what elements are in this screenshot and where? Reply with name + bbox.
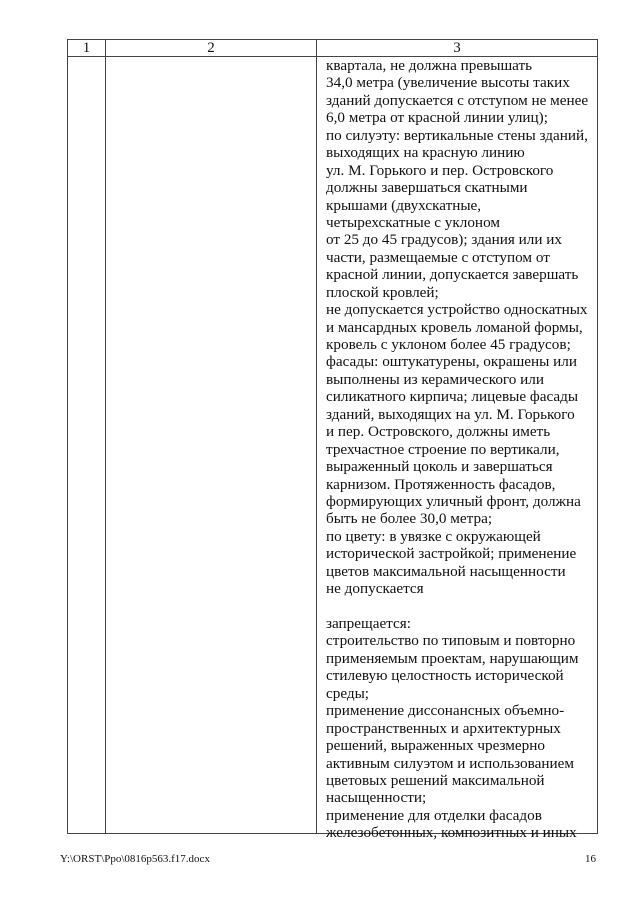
header-col-3: 3 [453, 40, 461, 56]
text-line: должны завершаться скатными [326, 179, 528, 197]
header-col-2: 2 [207, 40, 215, 56]
text-line: запрещается: [326, 615, 411, 632]
text-line [326, 598, 598, 615]
text-line: применение для отделки фасадов [326, 806, 542, 824]
text-line: плоской кровлей; [326, 283, 439, 301]
text-line: активным силуэтом и использованием [326, 754, 574, 772]
footer-file-path: Y:\ORST\Ppo\0816p563.f17.docx [60, 853, 210, 865]
text-line: от 25 до 45 градусов); здания или их [326, 231, 562, 249]
regulations-table [67, 39, 598, 842]
text-line: трехчастное строение по вертикали, [326, 440, 560, 458]
text-line: цветовых решений максимальной [326, 771, 545, 789]
text-line: выраженный цоколь и завершаться [326, 458, 553, 476]
text-line: ул. М. Горького и пер. Островского [326, 161, 554, 179]
text-line: фасады: оштукатурены, окрашены или [326, 353, 578, 371]
text-line: крышами (двухскатные, [326, 196, 482, 214]
column-3-text [326, 57, 598, 842]
footer-page-number: 16 [585, 853, 596, 865]
column-divider [105, 40, 106, 833]
text-line: квартала, не должна превышать [326, 57, 533, 74]
text-line: красной линии, допускается завершать [326, 266, 579, 284]
text-line: и мансардных кровель ломаной формы, [326, 318, 583, 336]
text-line: 6,0 метра от красной линии улиц); [326, 109, 548, 127]
text-line: среды; [326, 684, 370, 702]
text-line: стилевую целостность исторической [326, 667, 564, 685]
text-line: части, размещаемые с отступом от [326, 248, 550, 266]
text-line: применение диссонансных объемно- [326, 702, 565, 720]
text-line: не допускается [326, 580, 424, 598]
text-line: железобетонных, композитных и иных [326, 824, 577, 842]
text-line: зданий, выходящих на ул. М. Горького [326, 405, 575, 423]
text-line: силикатного кирпича; лицевые фасады [326, 388, 579, 406]
text-line: насыщенности; [326, 789, 427, 807]
text-line: исторической застройкой; применение [326, 545, 577, 563]
text-line: выполнены из керамического или [326, 370, 544, 388]
text-line: по силуэту: вертикальные стены зданий, [326, 126, 588, 144]
text-line: не допускается устройство односкатных [326, 301, 588, 319]
text-line: кровель с уклоном более 45 градусов; [326, 336, 571, 353]
text-line: цветов максимальной насыщенности [326, 562, 566, 580]
text-line: применяемым проектам, нарушающим [326, 649, 579, 667]
text-line: четырехскатные с уклоном [326, 213, 500, 231]
text-line: и пер. Островского, должны иметь [326, 423, 551, 441]
text-line: решений, выраженных чрезмерно [326, 737, 545, 755]
text-line: пространственных и архитектурных [326, 719, 561, 737]
text-line: 34,0 метра (увеличение высоты таких [326, 74, 570, 92]
text-line: быть не более 30,0 метра; [326, 510, 493, 528]
text-line: по цвету: в увязке с окружающей [326, 527, 541, 545]
text-line: строительство по типовым и повторно [326, 632, 576, 650]
header-col-1: 1 [82, 40, 91, 56]
text-line: выходящих на красную линию [326, 144, 525, 162]
column-divider [316, 40, 317, 833]
text-line: зданий допускается с отступом не менее [326, 91, 589, 109]
text-line: формирующих уличный фронт, должна [326, 492, 581, 510]
text-line: карнизом. Протяженность фасадов, [326, 475, 556, 493]
